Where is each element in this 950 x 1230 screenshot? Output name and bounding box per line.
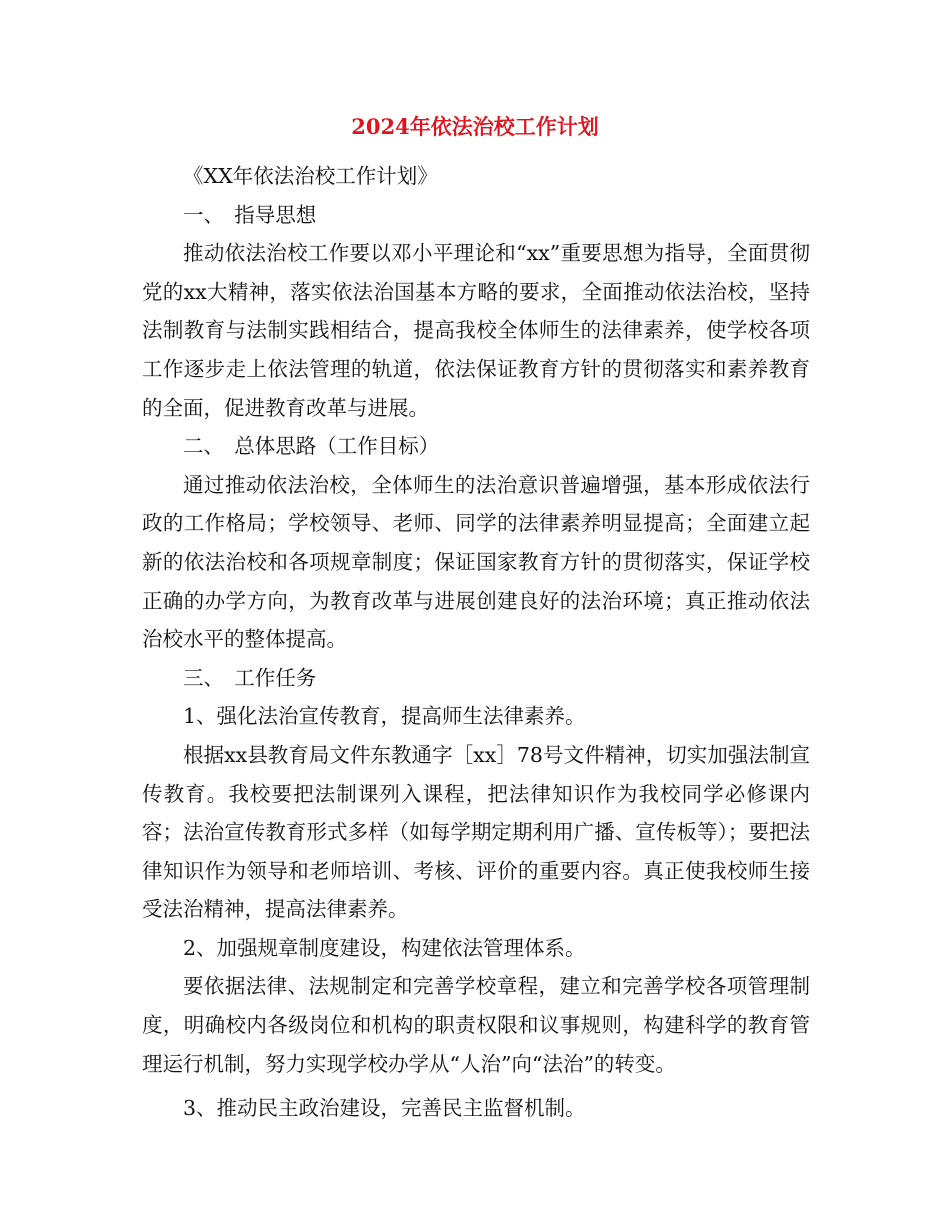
task-heading: 3、推动民主政治建设，完善民主监督机制。: [183, 1096, 586, 1121]
body-paragraph: 根据xx县教育局文件东教通字［xx］78号文件精神，切实加强法制宣传教育。我校要把法制课列入课程，把法律知识作为我校同学必修课内容；法治宣传教育形式多样（如每学期定期利用广播、宣传板等）；要把法律知识作为领导和老师培训、考核、评价的重要内容。真正使我校师生接受法治精神，提高法律素养。: [142, 742, 810, 922]
document-body: [142, 157, 810, 1128]
subtitle-paragraph: 《XX年依法治校工作计划》: [183, 164, 438, 188]
task-heading: 1、强化法治宣传教育，提高师生法律素养。: [183, 704, 586, 729]
body-paragraph: 通过推动依法治校，全体师生的法治意识普遍增强，基本形成依法行政的工作格局；学校领导、老师、同学的法律素养明显提高；全面建立起新的依法治校和各项规章制度；保证国家教育方针的贯彻落实，保证学校正确的办学方向，为教育改革与进展创建良好的法治环境；真正推动依法治校水平的整体提高。: [142, 472, 810, 652]
body-paragraph: 推动依法治校工作要以邓小平理论和“xx”重要思想为指导，全面贯彻党的xx大精神，落实依法治国基本方略的要求，全面推动依法治校，坚持法制教育与法制实践相结合，提高我校全体师生的法律素养，使学校各项工作逐步走上依法管理的轨道，依法保证教育方针的贯彻落实和素养教育的全面，促进教育改革与进展。: [142, 241, 810, 420]
section-heading-overall-approach: 二、 总体思路（工作目标）: [183, 434, 440, 459]
task-heading: 2、加强规章制度建设，构建依法管理体系。: [183, 935, 586, 960]
body-paragraph: 要依据法律、法规制定和完善学校章程，建立和完善学校各项管理制度，明确校内各级岗位和机构的职责权限和议事规则，构建科学的教育管理运行机制，努力实现学校办学从“人治”向“法治”的转变。: [142, 974, 810, 1076]
section-heading-guiding-ideology: 一、 指导思想: [183, 202, 317, 227]
section-heading-work-tasks: 三、 工作任务: [183, 665, 317, 690]
document-title: 2024年依法治校工作计划: [351, 114, 599, 139]
